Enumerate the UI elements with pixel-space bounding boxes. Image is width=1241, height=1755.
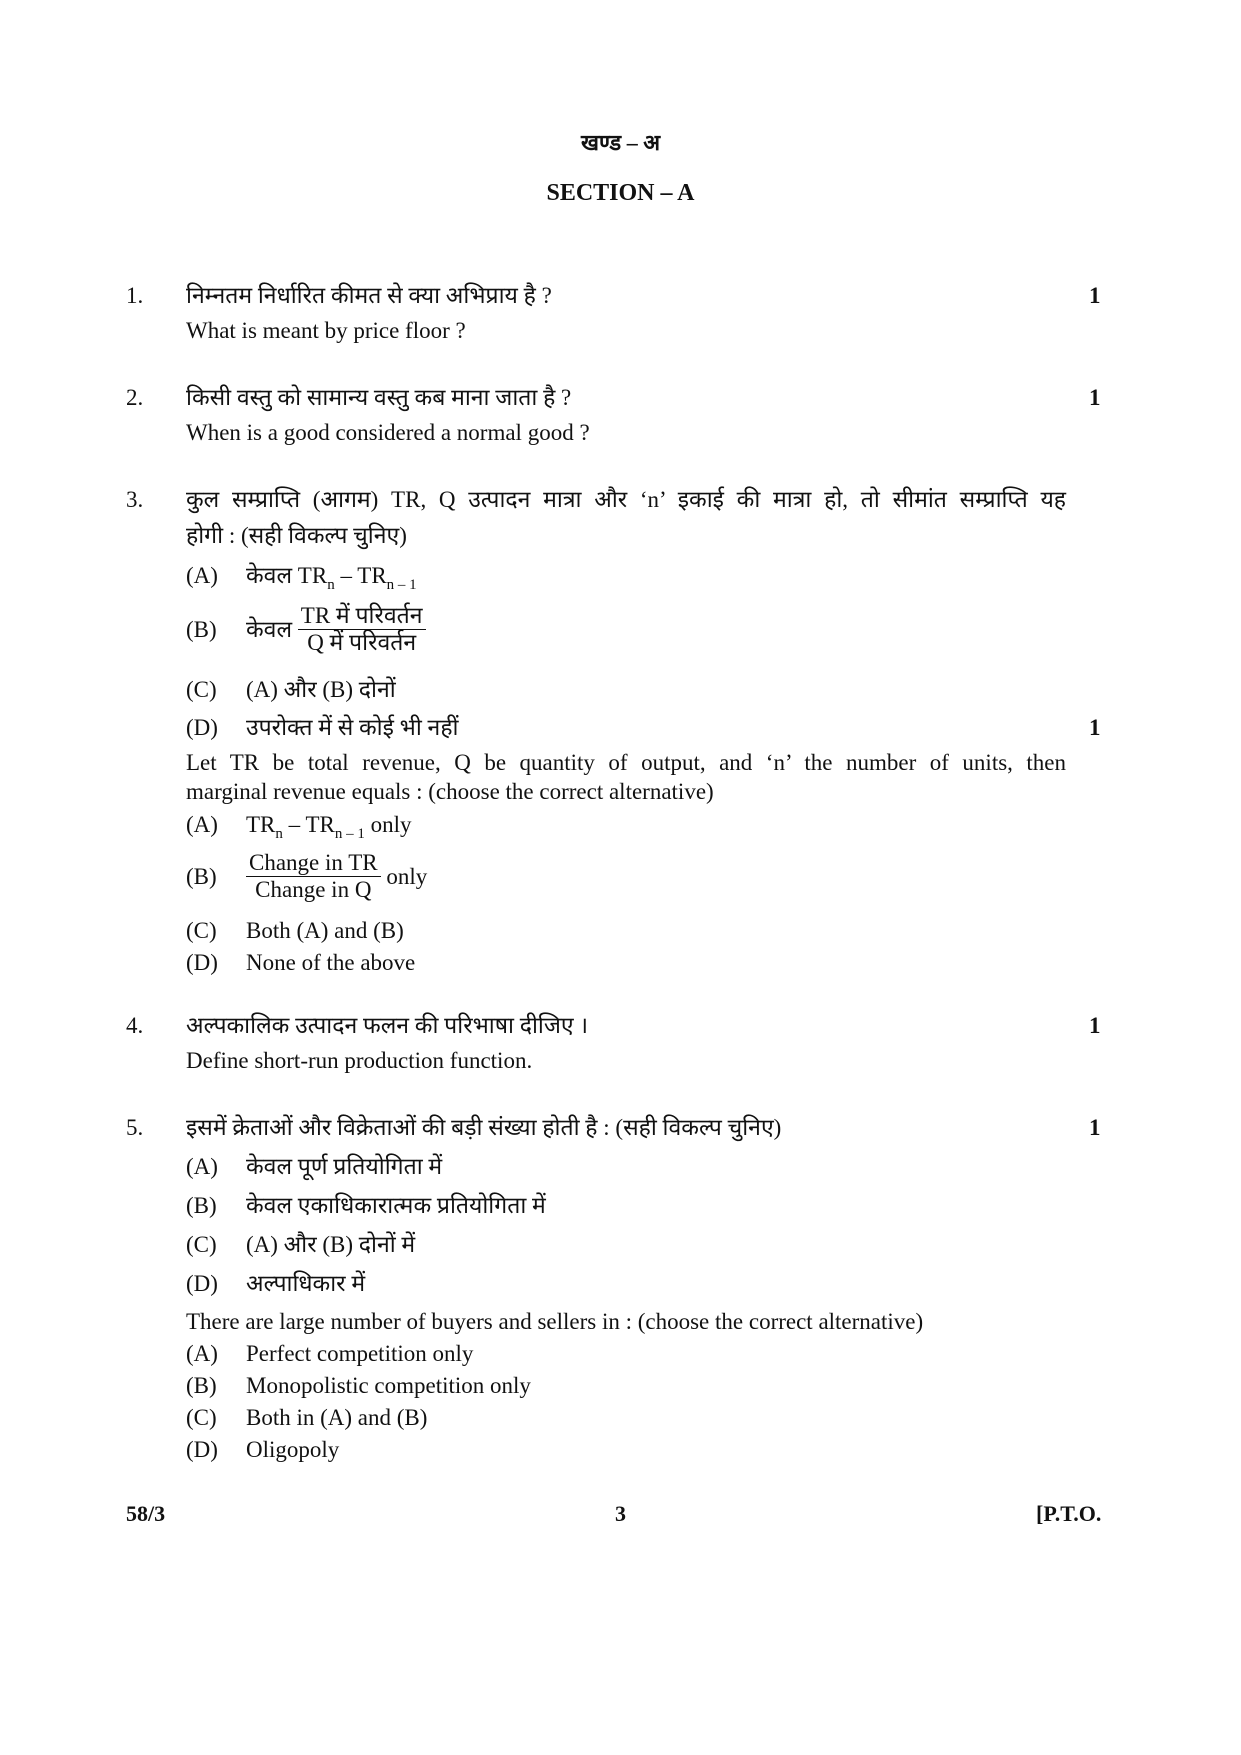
question-number: 2. [126, 385, 144, 410]
question-text-hindi: निम्नतम निर्धारित कीमत से क्या अभिप्राय है ? [186, 283, 552, 308]
option-text: None of the above [246, 950, 416, 975]
question-number: 5. [126, 1115, 144, 1140]
paper-code: 58/3 [126, 1501, 166, 1526]
fraction-denominator: Change in Q [255, 877, 372, 903]
option-text: (A) और (B) दोनों [246, 677, 396, 702]
option-text: उपरोक्त में से कोई भी नहीं [246, 715, 459, 740]
option-label: (A) [186, 812, 218, 837]
option-text: अल्पाधिकार में [246, 1271, 366, 1296]
option-suffix: only [386, 863, 428, 889]
fraction-numerator: Change in TR [246, 850, 381, 877]
question-marks: 1 [1089, 283, 1101, 308]
question-text-english-line1: Let TR be total revenue, Q be quantity of output, and ‘n’ the number of units, then [186, 750, 1066, 775]
option-text: Perfect competition only [246, 1341, 474, 1366]
subscript: n [275, 826, 283, 842]
pto-label: [P.T.O. [1036, 1501, 1102, 1526]
option-text: Oligopoly [246, 1437, 340, 1462]
option-label: (C) [186, 1232, 217, 1257]
option-text: Both in (A) and (B) [246, 1405, 428, 1430]
option-text [246, 563, 417, 593]
option-prefix: TR [246, 812, 276, 837]
option-label: (C) [186, 677, 217, 702]
page-number: 3 [615, 1501, 626, 1526]
fraction-denominator: Q में परिवर्तन [307, 630, 417, 656]
option-prefix: केवल [246, 616, 293, 642]
fraction-numerator: TR में परिवर्तन [298, 603, 426, 630]
option-label: (A) [186, 1154, 218, 1179]
option-label: (B) [186, 1373, 217, 1398]
subscript: n – 1 [334, 826, 365, 842]
option-label: (C) [186, 918, 217, 943]
section-heading-english: SECTION – A [546, 180, 695, 206]
option-text: (A) और (B) दोनों में [246, 1232, 416, 1257]
question-marks: 1 [1089, 385, 1101, 410]
option-label: (A) [186, 1341, 218, 1366]
option-text [246, 812, 412, 842]
question-text-english: What is meant by price floor ? [186, 318, 466, 343]
fraction [246, 850, 381, 904]
question-marks: 1 [1089, 1115, 1101, 1140]
question-number: 4. [126, 1013, 144, 1038]
subscript: n – 1 [386, 577, 417, 593]
option-label: (C) [186, 1405, 217, 1430]
option-prefix: केवल TR [246, 563, 328, 588]
section-heading-hindi: खण्ड – अ [580, 130, 661, 155]
option-text: केवल एकाधिकारात्मक प्रतियोगिता में [246, 1193, 546, 1218]
question-text-english-line2: marginal revenue equals : (choose the correct alternative) [186, 779, 714, 804]
option-text: केवल पूर्ण प्रतियोगिता में [246, 1154, 443, 1179]
option-label: (D) [186, 1437, 218, 1462]
option-label: (A) [186, 563, 218, 588]
option-text: Both (A) and (B) [246, 918, 404, 943]
option-mid: – TR [334, 563, 387, 588]
question-text-hindi-line1: कुल सम्प्राप्ति (आगम) TR, Q उत्पादन मात्रा और ‘n’ इकाई की मात्रा हो, तो सीमांत सम्प्राप्ति यह [186, 487, 1066, 512]
option-label: (B) [186, 616, 217, 642]
question-text-english: There are large number of buyers and sellers in : (choose the correct alternative) [186, 1309, 924, 1334]
option-mid: – TR [282, 812, 335, 837]
subscript: n [327, 577, 335, 593]
question-text-english: When is a good considered a normal good ? [186, 420, 590, 445]
option-label: (D) [186, 715, 218, 740]
option-suffix: only [364, 812, 412, 837]
question-marks: 1 [1089, 1013, 1101, 1038]
question-number: 3. [126, 487, 144, 512]
question-text-hindi-line2: होगी : (सही विकल्प चुनिए) [186, 523, 407, 548]
question-number: 1. [126, 283, 144, 308]
question-text-hindi: इसमें क्रेताओं और विक्रेताओं की बड़ी संख्या होती है : (सही विकल्प चुनिए) [186, 1115, 782, 1140]
option-label: (D) [186, 950, 218, 975]
option-label: (D) [186, 1271, 218, 1296]
fraction [298, 603, 426, 657]
question-text-hindi: किसी वस्तु को सामान्य वस्तु कब माना जाता है ? [186, 385, 572, 410]
question-text-english: Define short-run production function. [186, 1048, 533, 1073]
option-label: (B) [186, 1193, 217, 1218]
option-label: (B) [186, 863, 217, 889]
question-marks: 1 [1089, 715, 1101, 740]
option-text: Monopolistic competition only [246, 1373, 531, 1398]
question-text-hindi: अल्पकालिक उत्पादन फलन की परिभाषा दीजिए । [186, 1013, 589, 1038]
